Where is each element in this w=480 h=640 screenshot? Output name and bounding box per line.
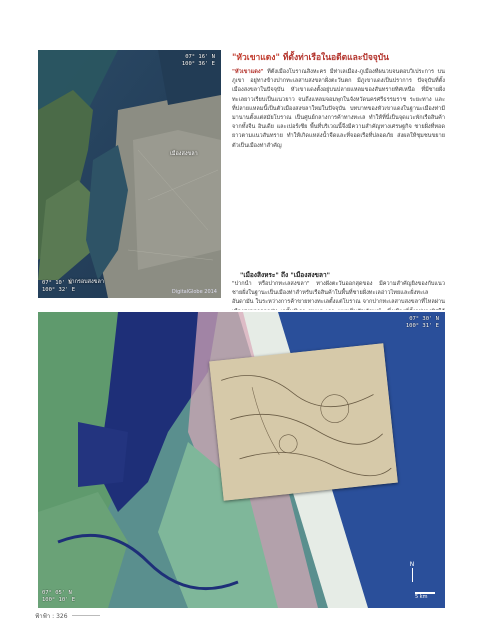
satellite-image-bottom bbox=[38, 312, 445, 608]
body-paragraph-2 bbox=[232, 280, 445, 310]
paragraph-text: "ปากน้ำ หรือปากทะเลสงขลา" ทางฝั่งตะวันออกสุดของ มีความสำคัญยิ่งของกับแนวชายฝั่งในฐานะเป็นเมืองท่าสำหรับเรือสินค้าในพื้นที่ชายฝั่งทะเลอ่าวไทยและฝั่งทะเลอันดามัน ในระหว่างการค้าขายทางทะเลตั้งแต่โบราณ จากปากทะเลสาบสงขลาที่ไหลผ่าน bbox=[232, 281, 445, 306]
north-arrow-icon bbox=[407, 561, 417, 582]
coordinate-bottom-left bbox=[42, 590, 75, 604]
footer-divider bbox=[72, 615, 100, 616]
coord-lat: 07° 10' N bbox=[42, 280, 72, 286]
historic-map-overlay bbox=[209, 343, 398, 501]
coord-lon: 100° 36' E bbox=[181, 61, 215, 67]
historic-map-drawing bbox=[209, 343, 398, 501]
north-label: N bbox=[409, 561, 415, 568]
body-paragraph-1 bbox=[232, 68, 445, 266]
title-rest: ที่ตั้งท่าเรือในอดีตและปัจจุบัน bbox=[279, 53, 389, 63]
satellite-image-top bbox=[38, 50, 221, 298]
coord-lon: 100° 10' E bbox=[42, 597, 76, 603]
paragraph-text: ที่ตั้งเมืองโบราณสิงหะคร มีท่าเลเมือง-ภูเมืองที่ผนวบจนตอบวิเประการ บนภูเขา อยู่ทางข้างปากทะเลสาบสงขลาฝั่งตะวันตก มีภูเขาแดงเป็นปราการ ปัจจุบันที่ตั้งเมืองสงขลาในปัจจุบัน หัวเขาแดงตั้งอยู่บนปลายแหลมของสันทรายทิศเหนือ ที่มีชายฝั่งทะเลยาวเรียบเป็นแนวยาว จนถึงแหลมจอมพุกในจังหวัดนครศรีธรรมราช ระยะทาง และ ที่ปลายแหลมนี้เป็นตัวเมืองสงขลาใหม่ในปัจจุบัน บทบาทของหัวเขาแดงในฐานะเมืองท่ามีมานานตั้งแต่สมัยโบราณ เป็นศูนย์กลางการค้าทางทะเล ทำให้ที่นี่เป็นจุดแวะพักเรือสินค้าจากทั้งจีน อินเดีย และเปอร์เซีย พื้นที่บริเวณนี้จึงมีความสำคัญทางเศรษฐกิจ ชายฝั่งที่ทอดยาวตามแนวสันทราย ทำให้เกิดแหล่งน้ำจืดและที่จอดเรือที่ปลอดภัย ส่งผลให้ชุมชนขยายตัวเป็นเมืองท่าสำคัญ bbox=[232, 69, 445, 149]
coordinate-top-right bbox=[182, 54, 215, 68]
scale-bar bbox=[415, 592, 435, 600]
page-number: ฟ้าฟ้า : 326 bbox=[35, 613, 68, 620]
coord-lat: 07° 16' N bbox=[185, 54, 215, 60]
coord-lon: 100° 31' E bbox=[405, 323, 439, 329]
coordinate-bottom-left bbox=[42, 280, 75, 294]
coord-lon: 100° 32' E bbox=[42, 287, 76, 293]
section-subheading: "เมืองสิงหระ" ถึง "เมืองสงขลา" bbox=[240, 271, 330, 279]
paragraph-lead: "หัวเขาแดง" bbox=[232, 69, 264, 75]
coord-lat: 07° 30' N bbox=[409, 316, 439, 322]
scale-label: 5 km bbox=[415, 594, 428, 600]
page-title bbox=[232, 50, 442, 64]
satellite-map-top bbox=[38, 50, 221, 298]
coord-lat: 07° 05' N bbox=[42, 590, 72, 596]
coordinate-top-right bbox=[406, 316, 439, 330]
map-label-bottom: ปากรอบสงขลา bbox=[68, 279, 104, 285]
title-highlight: "หัวเขาแดง" bbox=[232, 53, 280, 63]
image-credit: DigitalGlobe 2014 bbox=[171, 289, 217, 295]
map-label-city: เมืองสงขลา bbox=[170, 151, 198, 157]
